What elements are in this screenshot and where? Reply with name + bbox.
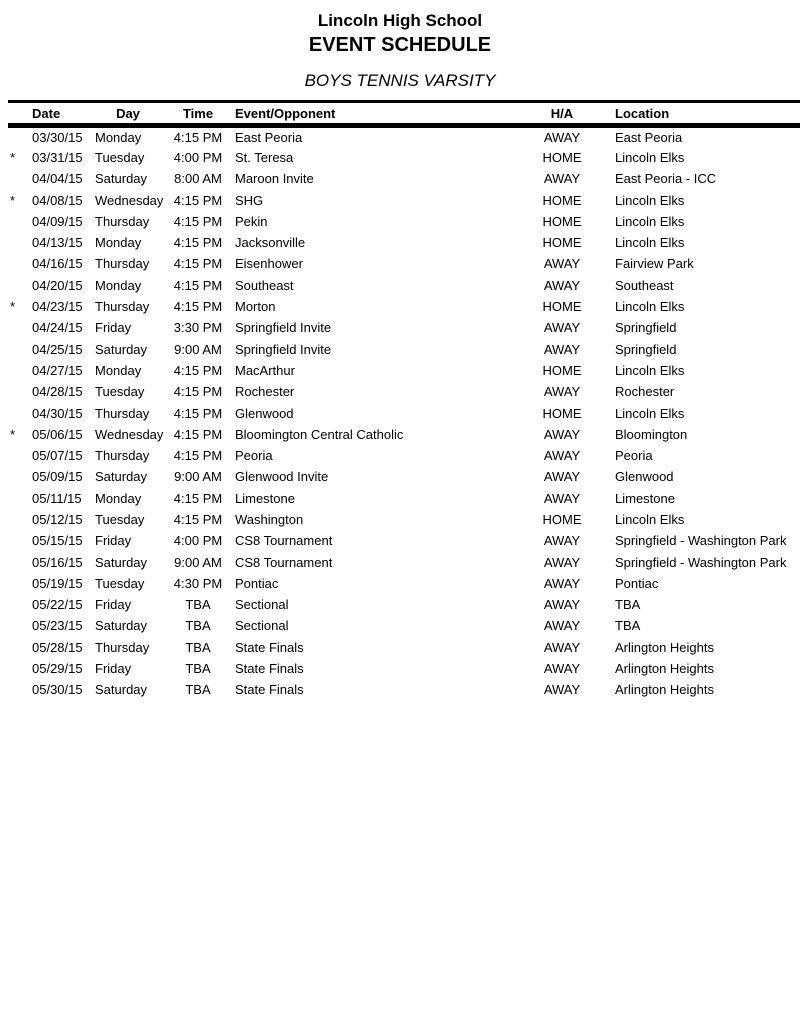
schedule-row	[8, 211, 800, 232]
time-cell: 4:15 PM	[173, 256, 223, 272]
location-cell: Lincoln Elks	[615, 299, 685, 315]
location-cell: Springfield - Washington Park	[615, 533, 787, 549]
time-cell: 9:00 AM	[174, 554, 222, 570]
location-cell: Lincoln Elks	[615, 213, 685, 229]
location-cell: Peoria	[615, 448, 653, 464]
time-cell: 3:30 PM	[173, 320, 223, 336]
event-cell: State Finals	[235, 661, 304, 677]
date-cell: 04/28/15	[32, 384, 83, 400]
star-cell	[8, 530, 28, 551]
date-cell: 05/15/15	[32, 533, 83, 549]
event-cell: Sectional	[235, 618, 289, 634]
ha-cell: HOME	[542, 213, 582, 229]
location-cell: TBA	[615, 618, 641, 634]
ha-cell: HOME	[542, 192, 582, 208]
column-header-location: Location	[615, 105, 670, 121]
event-cell: Sectional	[235, 597, 289, 613]
time-cell: TBA	[185, 682, 211, 698]
event-cell: Southeast	[235, 277, 294, 293]
schedule-table-header	[8, 102, 800, 126]
event-cell: Peoria	[235, 448, 273, 464]
star-cell	[8, 573, 28, 594]
date-cell: 05/12/15	[32, 511, 83, 527]
event-cell: Morton	[235, 299, 276, 315]
day-cell: Thursday	[95, 405, 150, 421]
time-cell: 4:15 PM	[173, 277, 223, 293]
column-header-ha: H/A	[550, 105, 574, 121]
time-cell: 4:15 PM	[173, 511, 223, 527]
date-cell: 04/25/15	[32, 341, 83, 357]
event-cell: St. Teresa	[235, 149, 294, 165]
star-cell: *	[10, 426, 16, 442]
time-cell: 8:00 AM	[174, 171, 222, 187]
day-cell: Tuesday	[95, 384, 145, 400]
event-cell: MacArthur	[235, 362, 295, 378]
star-cell	[8, 509, 28, 530]
date-cell: 04/20/15	[32, 277, 83, 293]
schedule-row	[8, 126, 800, 147]
date-cell: 04/08/15	[32, 192, 83, 208]
day-cell: Friday	[95, 533, 132, 549]
star-cell	[8, 466, 28, 487]
star-cell	[8, 168, 28, 189]
event-cell: CS8 Tournament	[235, 554, 333, 570]
ha-cell: HOME	[542, 362, 582, 378]
time-cell: TBA	[185, 618, 211, 634]
location-cell: Lincoln Elks	[615, 511, 685, 527]
schedule-rows	[8, 126, 800, 701]
time-cell: 4:00 PM	[173, 533, 223, 549]
star-cell	[8, 658, 28, 679]
date-cell: 04/27/15	[32, 362, 83, 378]
date-cell: 05/30/15	[32, 682, 83, 698]
star-cell	[8, 551, 28, 572]
day-cell: Wednesday	[95, 426, 164, 442]
column-header-time: Time	[182, 105, 214, 121]
time-cell: 4:00 PM	[173, 149, 223, 165]
star-cell	[8, 637, 28, 658]
ha-cell: AWAY	[543, 341, 581, 357]
ha-cell: AWAY	[543, 469, 581, 485]
event-cell: Bloomington Central Catholic	[235, 426, 404, 442]
schedule-row	[8, 488, 800, 509]
schedule-row	[8, 402, 800, 423]
location-cell: Pontiac	[615, 575, 659, 591]
ha-cell: AWAY	[543, 661, 581, 677]
time-cell: TBA	[185, 639, 211, 655]
day-cell: Monday	[95, 362, 142, 378]
schedule-row	[8, 381, 800, 402]
ha-cell: AWAY	[543, 639, 581, 655]
date-cell: 03/31/15	[32, 149, 83, 165]
time-cell: TBA	[185, 597, 211, 613]
day-cell: Monday	[95, 129, 142, 145]
ha-cell: HOME	[542, 235, 582, 251]
ha-cell: AWAY	[543, 554, 581, 570]
ha-cell: HOME	[542, 405, 582, 421]
day-cell: Saturday	[95, 341, 148, 357]
day-cell: Saturday	[95, 469, 148, 485]
day-cell: Tuesday	[95, 575, 145, 591]
location-cell: East Peoria - ICC	[615, 171, 717, 187]
time-cell: 4:15 PM	[173, 384, 223, 400]
ha-cell: AWAY	[543, 129, 581, 145]
star-cell: *	[10, 192, 16, 208]
day-cell: Thursday	[95, 213, 150, 229]
day-cell: Saturday	[95, 682, 148, 698]
time-cell: 4:15 PM	[173, 448, 223, 464]
location-cell: Lincoln Elks	[615, 362, 685, 378]
schedule-row	[8, 338, 800, 359]
date-cell: 05/09/15	[32, 469, 83, 485]
time-cell: 9:00 AM	[174, 341, 222, 357]
time-cell: TBA	[185, 661, 211, 677]
time-cell: 4:15 PM	[173, 426, 223, 442]
day-cell: Monday	[95, 235, 142, 251]
event-cell: Maroon Invite	[235, 171, 314, 187]
location-cell: Rochester	[615, 384, 675, 400]
schedule-row	[8, 594, 800, 615]
location-cell: Fairview Park	[615, 256, 694, 272]
star-cell	[8, 488, 28, 509]
day-cell: Monday	[95, 277, 142, 293]
time-cell: 4:15 PM	[173, 405, 223, 421]
star-cell	[8, 381, 28, 402]
day-cell: Wednesday	[95, 192, 164, 208]
day-cell: Friday	[95, 320, 132, 336]
location-cell: East Peoria	[615, 129, 683, 145]
date-cell: 04/30/15	[32, 405, 83, 421]
star-cell	[8, 594, 28, 615]
date-cell: 05/22/15	[32, 597, 83, 613]
ha-cell: AWAY	[543, 171, 581, 187]
event-cell: Glenwood	[235, 405, 294, 421]
schedule-table	[8, 100, 800, 701]
time-cell: 4:15 PM	[173, 129, 223, 145]
location-cell: Lincoln Elks	[615, 405, 685, 421]
day-cell: Friday	[95, 661, 132, 677]
event-cell: State Finals	[235, 639, 304, 655]
day-cell: Saturday	[95, 618, 148, 634]
event-cell: East Peoria	[235, 129, 303, 145]
date-cell: 05/11/15	[32, 490, 82, 506]
schedule-row	[8, 615, 800, 636]
star-cell	[8, 275, 28, 296]
schedule-row	[8, 360, 800, 381]
schedule-row	[8, 424, 800, 445]
location-cell: Arlington Heights	[615, 661, 714, 677]
location-cell: Arlington Heights	[615, 682, 714, 698]
ha-cell: HOME	[542, 511, 582, 527]
header-row	[8, 102, 800, 126]
event-cell: Pekin	[235, 213, 268, 229]
schedule-row	[8, 275, 800, 296]
time-cell: 4:15 PM	[173, 213, 223, 229]
event-cell: Eisenhower	[235, 256, 303, 272]
date-cell: 04/24/15	[32, 320, 83, 336]
star-cell	[8, 211, 28, 232]
page-title: EVENT SCHEDULE	[308, 34, 492, 56]
ha-cell: AWAY	[543, 320, 581, 336]
location-cell: Springfield	[615, 320, 677, 336]
schedule-row	[8, 679, 800, 700]
ha-cell: HOME	[542, 299, 582, 315]
location-cell: Bloomington	[615, 426, 688, 442]
event-cell: Pontiac	[235, 575, 279, 591]
event-cell: Washington	[235, 511, 304, 527]
event-cell: Jacksonville	[235, 235, 306, 251]
ha-cell: AWAY	[543, 384, 581, 400]
schedule-row	[8, 147, 800, 168]
ha-cell: AWAY	[543, 575, 581, 591]
column-header-star	[8, 102, 28, 126]
date-cell: 03/30/15	[32, 129, 83, 145]
ha-cell: AWAY	[543, 490, 581, 506]
schedule-row	[8, 551, 800, 572]
team-subtitle: BOYS TENNIS VARSITY	[304, 71, 496, 90]
day-cell: Tuesday	[95, 149, 145, 165]
event-cell: State Finals	[235, 682, 304, 698]
star-cell	[8, 615, 28, 636]
event-cell: Limestone	[235, 490, 295, 506]
day-cell: Thursday	[95, 639, 150, 655]
document-header	[0, 0, 800, 92]
ha-cell: AWAY	[543, 618, 581, 634]
date-cell: 04/09/15	[32, 213, 83, 229]
location-cell: Lincoln Elks	[615, 235, 685, 251]
date-cell: 04/13/15	[32, 235, 83, 251]
day-cell: Saturday	[95, 171, 148, 187]
time-cell: 4:15 PM	[173, 299, 223, 315]
column-header-date: Date	[32, 105, 61, 121]
day-cell: Thursday	[95, 448, 150, 464]
date-cell: 04/16/15	[32, 256, 83, 272]
star-cell: *	[10, 299, 16, 315]
star-cell	[8, 360, 28, 381]
time-cell: 4:15 PM	[173, 192, 223, 208]
column-header-day: Day	[116, 105, 140, 121]
time-cell: 4:15 PM	[173, 362, 223, 378]
ha-cell: AWAY	[543, 533, 581, 549]
event-cell: Springfield Invite	[235, 320, 332, 336]
star-cell	[8, 253, 28, 274]
star-cell	[8, 126, 28, 147]
day-cell: Friday	[95, 597, 132, 613]
event-cell: SHG	[235, 192, 264, 208]
star-cell	[8, 445, 28, 466]
schedule-row	[8, 296, 800, 317]
ha-cell: AWAY	[543, 597, 581, 613]
date-cell: 05/07/15	[32, 448, 83, 464]
schedule-row	[8, 658, 800, 679]
day-cell: Saturday	[95, 554, 148, 570]
schedule-row	[8, 253, 800, 274]
star-cell	[8, 317, 28, 338]
time-cell: 4:30 PM	[173, 575, 223, 591]
schedule-row	[8, 466, 800, 487]
date-cell: 05/29/15	[32, 661, 83, 677]
star-cell	[8, 232, 28, 253]
schedule-row	[8, 317, 800, 338]
schedule-row	[8, 637, 800, 658]
ha-cell: AWAY	[543, 448, 581, 464]
schedule-row	[8, 573, 800, 594]
schedule-row	[8, 168, 800, 189]
date-cell: 05/23/15	[32, 618, 83, 634]
school-name: Lincoln High School	[317, 11, 483, 30]
location-cell: Glenwood	[615, 469, 674, 485]
schedule-row	[8, 509, 800, 530]
ha-cell: HOME	[542, 149, 582, 165]
schedule-row	[8, 530, 800, 551]
day-cell: Tuesday	[95, 511, 145, 527]
date-cell: 05/28/15	[32, 639, 83, 655]
location-cell: Lincoln Elks	[615, 192, 685, 208]
schedule-row	[8, 445, 800, 466]
location-cell: Springfield	[615, 341, 677, 357]
time-cell: 4:15 PM	[173, 490, 223, 506]
schedule-row	[8, 232, 800, 253]
location-cell: Lincoln Elks	[615, 149, 685, 165]
star-cell: *	[10, 149, 16, 165]
date-cell: 05/06/15	[32, 426, 83, 442]
event-cell: CS8 Tournament	[235, 533, 333, 549]
date-cell: 05/19/15	[32, 575, 83, 591]
star-cell	[8, 338, 28, 359]
date-cell: 04/04/15	[32, 171, 83, 187]
ha-cell: AWAY	[543, 277, 581, 293]
star-cell	[8, 679, 28, 700]
ha-cell: AWAY	[543, 682, 581, 698]
location-cell: Springfield - Washington Park	[615, 554, 787, 570]
day-cell: Monday	[95, 490, 142, 506]
schedule-row	[8, 189, 800, 210]
date-cell: 04/23/15	[32, 299, 83, 315]
event-cell: Glenwood Invite	[235, 469, 329, 485]
ha-cell: AWAY	[543, 256, 581, 272]
day-cell: Thursday	[95, 256, 150, 272]
star-cell	[8, 402, 28, 423]
ha-cell: AWAY	[543, 426, 581, 442]
event-cell: Springfield Invite	[235, 341, 332, 357]
date-cell: 05/16/15	[32, 554, 83, 570]
column-header-event: Event/Opponent	[235, 105, 336, 121]
time-cell: 9:00 AM	[174, 469, 222, 485]
day-cell: Thursday	[95, 299, 150, 315]
location-cell: Limestone	[615, 490, 675, 506]
event-cell: Rochester	[235, 384, 295, 400]
location-cell: Southeast	[615, 277, 674, 293]
location-cell: Arlington Heights	[615, 639, 714, 655]
location-cell: TBA	[615, 597, 641, 613]
time-cell: 4:15 PM	[173, 235, 223, 251]
